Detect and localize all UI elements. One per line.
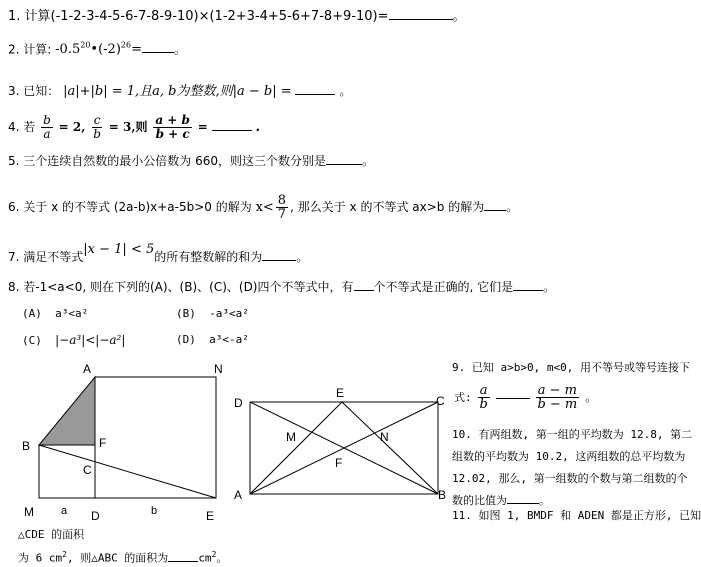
option-c bbox=[22, 332, 125, 349]
label-a: A bbox=[234, 488, 243, 502]
answer-blank bbox=[168, 549, 198, 562]
question-text: 关于 x 的不等式 (2a-b)x+a-5b>0 的解为 bbox=[23, 200, 252, 214]
label-a: A bbox=[83, 362, 92, 376]
denominator: b bbox=[479, 397, 488, 412]
punct: 。 bbox=[216, 551, 228, 565]
denominator: b bbox=[93, 127, 101, 141]
question-text: 11. 如图 1, BMDF 和 ADEN 都是正方形, 已知 bbox=[452, 509, 701, 522]
denominator: b + c bbox=[155, 127, 190, 141]
question-2 bbox=[8, 38, 186, 58]
option-b bbox=[176, 306, 249, 322]
option-expression: a³<a² bbox=[55, 307, 89, 320]
punct: 。 bbox=[362, 154, 375, 168]
label-c: C bbox=[436, 394, 445, 408]
question-text: , 那么关于 x 的不等式 ax>b 的解为 bbox=[290, 200, 485, 214]
label-d: D bbox=[91, 509, 100, 523]
question-11-cont bbox=[18, 527, 84, 543]
answer-blank bbox=[354, 278, 374, 291]
question-text: cm bbox=[198, 551, 212, 565]
question-text: △CDE 的面积 bbox=[18, 528, 85, 541]
math-expression: |x − 1| < 5 bbox=[83, 242, 155, 257]
label-f: F bbox=[335, 456, 343, 470]
answer-blank bbox=[212, 118, 252, 131]
question-6 bbox=[8, 190, 518, 225]
label-b: B bbox=[22, 439, 31, 453]
question-text: 式: bbox=[454, 391, 472, 404]
line-be bbox=[39, 445, 216, 498]
answer-blank bbox=[326, 152, 362, 165]
math-term: (-2) bbox=[98, 42, 121, 58]
punct: . bbox=[255, 120, 261, 134]
label-f: F bbox=[99, 436, 107, 450]
numerator: 8 bbox=[277, 193, 287, 208]
question-text: 12.02, 那么, 第一组数的个数与第二组数的个 bbox=[452, 472, 688, 485]
option-label: (A) bbox=[22, 307, 42, 320]
exponent: 26 bbox=[120, 41, 132, 50]
fraction bbox=[276, 194, 288, 221]
question-text: 个不等式是正确的, 它们是 bbox=[373, 280, 514, 294]
label-e: E bbox=[206, 509, 215, 523]
equals: = bbox=[131, 42, 142, 58]
punct: 。 bbox=[339, 84, 352, 98]
question-text: 10. 有两组数, 第一组的平均数为 12.8, 第二 bbox=[452, 428, 693, 441]
shaded-triangle-abc bbox=[39, 377, 95, 445]
numerator: b bbox=[43, 113, 51, 127]
question-1 bbox=[8, 7, 466, 25]
question-text: 已知： bbox=[23, 84, 60, 98]
answer-blank bbox=[513, 278, 543, 291]
question-11 bbox=[452, 508, 701, 524]
option-d bbox=[176, 332, 249, 348]
question-text: 满足不等式 bbox=[23, 250, 84, 264]
punct: 。 bbox=[506, 200, 519, 214]
question-10 bbox=[452, 424, 692, 512]
question-text: , 则△ABC 的面积为 bbox=[66, 551, 169, 565]
punct: 。 bbox=[539, 494, 550, 507]
label-m: M bbox=[24, 505, 34, 519]
fraction bbox=[91, 114, 103, 141]
punct: 。 bbox=[174, 42, 187, 57]
question-3 bbox=[8, 82, 351, 100]
figure-2-rectangle bbox=[228, 382, 458, 502]
exponent: 2 bbox=[62, 550, 67, 559]
question-text: 计算: bbox=[23, 42, 52, 57]
question-number: 7. bbox=[8, 250, 20, 264]
math-term: = 2, bbox=[58, 120, 86, 134]
numerator: a + b bbox=[155, 113, 190, 127]
math-expression: |a|+|b| = 1,且a, b为整数,则|a − b| = bbox=[63, 84, 292, 99]
question-text: 若-1<a<0, 则在下列的(A)、(B)、(C)、(D)四个不等式中，有 bbox=[23, 280, 354, 294]
label-n: N bbox=[214, 362, 223, 376]
label-side-b: b bbox=[151, 505, 158, 517]
question-text: 已知 a>b>0, m<0, 用不等号或等号连接下 bbox=[471, 361, 690, 374]
answer-blank bbox=[507, 491, 539, 504]
fraction bbox=[41, 114, 53, 141]
denominator: a bbox=[43, 127, 51, 141]
figure-1-squares bbox=[14, 358, 224, 528]
option-a bbox=[22, 306, 88, 322]
line-eb bbox=[342, 402, 438, 494]
question-number: 3. bbox=[8, 84, 20, 98]
answer-blank bbox=[262, 248, 296, 261]
denominator: 7 bbox=[277, 207, 287, 222]
question-4 bbox=[8, 113, 260, 141]
line-ae bbox=[250, 402, 342, 494]
fraction bbox=[153, 114, 192, 141]
question-text: 计算(-1-2-3-4-5-6-7-8-9-10)×(1-2+3-4+5-6+7-8+9-10)= bbox=[24, 9, 389, 24]
multiply-dot: • bbox=[90, 42, 99, 58]
punct: 。 bbox=[543, 280, 556, 294]
label-side-a: a bbox=[61, 505, 68, 517]
question-text: 若 bbox=[23, 120, 36, 134]
question-number: 1. bbox=[8, 9, 21, 24]
answer-blank bbox=[496, 397, 530, 399]
question-number: 8. bbox=[8, 280, 20, 294]
numerator: c bbox=[93, 113, 101, 127]
question-5 bbox=[8, 152, 374, 169]
numerator: a − m bbox=[537, 383, 577, 398]
punct: 。 bbox=[585, 390, 598, 404]
question-9-expression bbox=[454, 380, 597, 415]
math-term: x< bbox=[255, 200, 274, 215]
math-term: = 3,则 bbox=[108, 120, 148, 134]
answer-blank bbox=[389, 7, 453, 20]
label-e: E bbox=[336, 386, 345, 400]
question-number: 4. bbox=[8, 120, 20, 134]
question-number: 9. bbox=[452, 361, 466, 374]
fraction bbox=[535, 384, 579, 411]
math-term: -0.5 bbox=[55, 42, 81, 58]
exponent: 2 bbox=[211, 550, 217, 559]
option-label: (D) bbox=[176, 333, 196, 346]
math-expression bbox=[55, 42, 142, 57]
label-m: M bbox=[286, 430, 296, 444]
denominator: b − m bbox=[537, 397, 578, 412]
question-7 bbox=[8, 242, 309, 266]
question-text: 三个连续自然数的最小公倍数为 660，则这三个数分别是 bbox=[23, 154, 327, 168]
option-expression: |−a³|<|−a²| bbox=[55, 333, 126, 347]
question-text: 为 6 cm bbox=[18, 551, 63, 565]
option-label: (C) bbox=[22, 334, 42, 347]
question-number: 5. bbox=[8, 154, 20, 168]
answer-blank bbox=[484, 198, 506, 211]
option-label: (B) bbox=[176, 307, 196, 320]
label-d: D bbox=[234, 396, 243, 410]
punct: 。 bbox=[296, 250, 309, 264]
label-b: B bbox=[438, 488, 447, 502]
equals: = bbox=[197, 120, 208, 134]
option-expression: -a³<a² bbox=[209, 307, 249, 320]
answer-blank bbox=[142, 40, 174, 53]
question-text: 的所有整数解的和为 bbox=[154, 250, 263, 264]
exponent: 20 bbox=[80, 41, 91, 50]
punct: 。 bbox=[452, 9, 466, 24]
label-n: N bbox=[380, 430, 389, 444]
answer-blank bbox=[295, 82, 335, 95]
question-number: 6. bbox=[8, 200, 20, 214]
question-8 bbox=[8, 278, 555, 295]
question-text: 数的比值为 bbox=[452, 494, 507, 507]
option-expression: a³<-a² bbox=[209, 333, 249, 346]
fraction bbox=[477, 384, 489, 411]
question-text: 组数的平均数为 10.2, 这两组数的总平均数为 bbox=[452, 450, 686, 463]
question-11-cont-2 bbox=[18, 547, 227, 567]
numerator: a bbox=[479, 383, 488, 398]
question-9 bbox=[452, 360, 690, 376]
label-c: C bbox=[83, 463, 92, 477]
question-number: 2. bbox=[8, 42, 20, 57]
